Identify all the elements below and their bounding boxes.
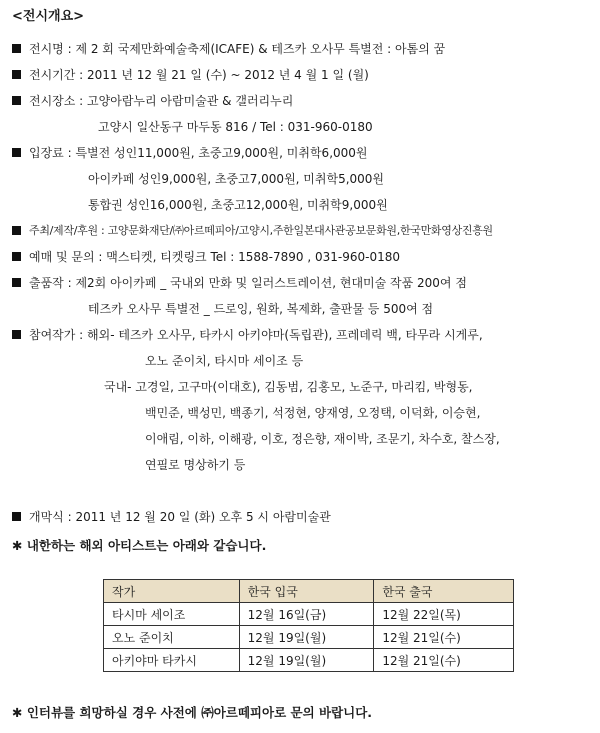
square-bullet-icon xyxy=(12,226,21,235)
info-continuation: 테즈카 오사무 특별전 _ 드로잉, 원화, 복제화, 출판물 등 500여 점 xyxy=(88,302,434,316)
info-continuation: 고양시 일산동구 마두동 816 / Tel : 031-960-0180 xyxy=(98,120,373,134)
table-cell: 12월 19일(월) xyxy=(239,626,374,649)
column-header: 한국 출국 xyxy=(374,580,514,603)
info-row-venue xyxy=(12,92,293,110)
info-continuation: 국내- 고경일, 고구마(이대호), 김동범, 김홍모, 노준구, 마리킴, 박형동, xyxy=(104,380,473,394)
info-continuation: 이애림, 이하, 이해광, 이호, 정은향, 재이박, 조문기, 차수호, 찰스장, xyxy=(145,432,500,446)
table-cell: 12월 21일(수) xyxy=(374,626,514,649)
info-text: 참여작가 : 해외- 테즈카 오사무, 타카시 아키야마(독립관), 프레데릭 백, 타무라 시게루, xyxy=(29,328,483,342)
info-text: 전시명 : 제 2 회 국제만화예술축제(ICAFE) & 테즈카 오사무 특별전 : 아톰의 꿈 xyxy=(29,42,446,56)
column-header: 작가 xyxy=(104,580,240,603)
info-text: 출품작 : 제2회 아이카페 _ 국내외 만화 및 일러스트레이션, 현대미술 작품 200여 점 xyxy=(29,276,467,290)
info-text: 전시기간 : 2011 년 12 월 21 일 (수) ~ 2012 년 4 월 1 일 (월) xyxy=(29,68,369,82)
info-text: 입장료 : 특별전 성인11,000원, 초중고9,000원, 미취학6,000원 xyxy=(29,146,368,160)
info-row-booking xyxy=(12,248,400,266)
square-bullet-icon xyxy=(12,512,21,521)
info-row-opening xyxy=(12,508,331,526)
info-text: 예매 및 문의 : 맥스티켓, 티켓링크 Tel : 1588-7890 , 031-960-0180 xyxy=(29,250,400,264)
table-row xyxy=(104,649,514,672)
table-cell: 아키야마 타카시 xyxy=(104,649,240,672)
visiting-artists-table xyxy=(103,579,514,672)
square-bullet-icon xyxy=(12,70,21,79)
table-cell: 오노 준이치 xyxy=(104,626,240,649)
square-bullet-icon xyxy=(12,252,21,261)
info-continuation: 연필로 명상하기 등 xyxy=(145,458,246,472)
square-bullet-icon xyxy=(12,278,21,287)
info-row-organizers xyxy=(12,222,493,240)
table-cell: 12월 22일(목) xyxy=(374,603,514,626)
section-heading: <전시개요> xyxy=(12,9,85,24)
info-continuation: 통합권 성인16,000원, 초중고12,000원, 미취학9,000원 xyxy=(88,198,388,212)
square-bullet-icon xyxy=(12,44,21,53)
table-cell: 타시마 세이조 xyxy=(104,603,240,626)
info-text: 주최/제작/후원 : 고양문화재단/㈜아르떼피아/고양시,주한일본대사관공보문화원,한국만화영상진흥원 xyxy=(29,224,493,237)
info-continuation: 백민준, 백성민, 백종기, 석정현, 양재영, 오정택, 이덕화, 이승현, xyxy=(145,406,481,420)
square-bullet-icon xyxy=(12,148,21,157)
info-row-artists xyxy=(12,326,483,344)
table-row xyxy=(104,626,514,649)
column-header: 한국 입국 xyxy=(239,580,374,603)
info-row-period xyxy=(12,66,369,84)
table-header-row xyxy=(104,580,514,603)
table-cell: 12월 21일(수) xyxy=(374,649,514,672)
info-row-admission xyxy=(12,144,368,162)
table-row xyxy=(104,603,514,626)
notice-visiting-artists: ✱ 내한하는 해외 아티스트는 아래와 같습니다. xyxy=(12,538,267,553)
notice-interview: ✱ 인터뷰를 희망하실 경우 사전에 ㈜아르떼피아로 문의 바랍니다. xyxy=(12,705,373,720)
table-cell: 12월 19일(월) xyxy=(239,649,374,672)
square-bullet-icon xyxy=(12,96,21,105)
info-continuation: 오노 준이치, 타시마 세이조 등 xyxy=(145,354,304,368)
info-row-works xyxy=(12,274,467,292)
info-continuation: 아이카페 성인9,000원, 초중고7,000원, 미취학5,000원 xyxy=(88,172,385,186)
table-cell: 12월 16일(금) xyxy=(239,603,374,626)
info-row-name xyxy=(12,40,445,58)
info-text: 개막식 : 2011 년 12 월 20 일 (화) 오후 5 시 아람미술관 xyxy=(29,510,331,524)
square-bullet-icon xyxy=(12,330,21,339)
info-text: 전시장소 : 고양아람누리 아람미술관 & 갤러리누리 xyxy=(29,94,294,108)
